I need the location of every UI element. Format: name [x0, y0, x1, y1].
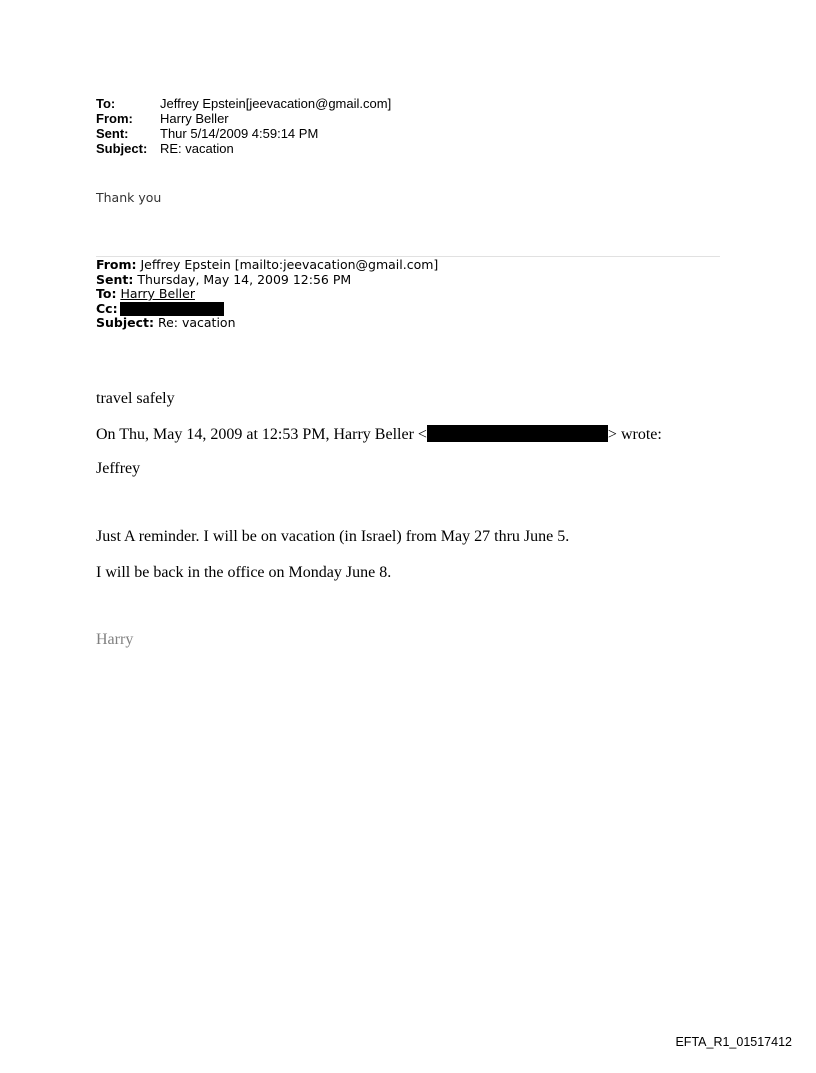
header-to-row [96, 96, 391, 111]
quoted-from-value: Jeffrey Epstein [mailto:jeevacation@gmail.com] [136, 257, 439, 272]
email-header [96, 96, 391, 156]
redaction-bar [427, 425, 608, 442]
quoted-subject-row [96, 316, 438, 331]
header-from-value: Harry Beller [160, 111, 229, 126]
message-line-reminder: Just A reminder. I will be on vacation (in Israel) from May 27 thru June 5. [96, 528, 570, 545]
quote-intro-after: > wrote: [607, 426, 662, 443]
quoted-to-row [96, 287, 438, 302]
quoted-to-value: Harry Beller [120, 286, 195, 302]
header-to-value: Jeffrey Epstein[jeevacation@gmail.com] [160, 96, 392, 111]
header-from-label: From: [96, 111, 133, 126]
redaction-bar [120, 302, 224, 316]
message-line-back: I will be back in the office on Monday June 8. [96, 564, 392, 581]
message-signature: Harry [96, 631, 134, 648]
quoted-sent-label: Sent: [96, 271, 134, 287]
header-subject-row [96, 141, 391, 156]
document-id: EFTA_R1_01517412 [675, 1035, 792, 1049]
quoted-cc-row [96, 302, 438, 317]
header-to-label: To: [96, 96, 116, 111]
quoted-cc-label: Cc: [96, 300, 118, 316]
quoted-sent-row [96, 273, 438, 288]
header-subject-label: Subject: [96, 141, 148, 156]
header-sent-value: Thur 5/14/2009 4:59:14 PM [160, 126, 319, 141]
quoted-from-row [96, 258, 438, 273]
header-subject-value: RE: vacation [160, 141, 234, 156]
quoted-sent-value: Thursday, May 14, 2009 12:56 PM [133, 271, 352, 287]
header-from-row [96, 111, 391, 126]
quoted-from-label: From: [96, 257, 137, 272]
quoted-subject-label: Subject: [96, 315, 154, 331]
header-sent-row [96, 126, 391, 141]
message-greeting: Jeffrey [96, 460, 141, 477]
message-line-travel: travel safely [96, 390, 175, 407]
quoted-email-header [96, 258, 438, 331]
quoted-subject-value: Re: vacation [154, 315, 236, 331]
header-sent-label: Sent: [96, 126, 129, 141]
quote-intro-before: On Thu, May 14, 2009 at 12:53 PM, Harry Beller < [96, 426, 427, 443]
reply-body-text: Thank you [96, 190, 162, 205]
quote-intro-line [96, 425, 662, 444]
quoted-to-label: To: [96, 286, 117, 302]
